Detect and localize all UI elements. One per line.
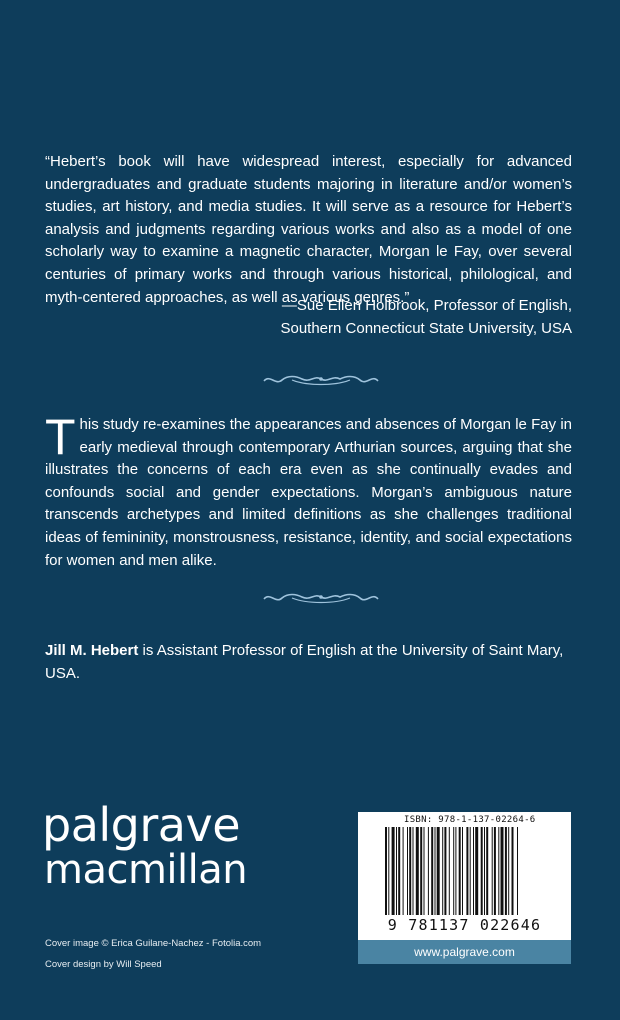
logo-line-1: palgrave (42, 798, 240, 852)
isbn-text: ISBN: 978-1-137-02264-6 (404, 815, 536, 825)
description-text: his study re-examines the appearances and absences of Morgan le Fay in early medieval through contemporary Arthurian sources, arguing that she illustrates the concerns of each era even as she continually evades and confounds social and gender expectations. Morgan’s ambiguous nature transcends archetypes and limited definitions as she challenges traditional ideas of femininity, monstrousness, resistance, identity, and social expectations for women and men alike. (45, 416, 572, 569)
barcode-panel (358, 812, 571, 964)
publisher-url: www.palgrave.com (358, 940, 571, 964)
author-bio (45, 640, 572, 685)
cover-design-credit: Cover design by Will Speed (45, 959, 162, 970)
book-description (45, 409, 572, 572)
author-bio-text: is Assistant Professor of English at the University of Saint Mary, USA. (45, 642, 564, 682)
attribution-line-1: —Sue Ellen Holbrook, Professor of English, (281, 297, 572, 314)
endorsement-attribution (45, 295, 572, 340)
logo-line-2: macmillan (44, 847, 248, 893)
author-name: Jill M. Hebert (45, 642, 139, 659)
endorsement-quote: “Hebert’s book will have widespread interest, especially for advanced undergraduates and graduate students majoring in literature and/or women’s studies, art history, and media studies. It will serve as a resource for Hebert’s analysis and judgments regarding various works and also as a model of one scholarly way to examine a magnetic character, Morgan le Fay, over several centuries of primary works and through various historical, philological, and myth-centered approaches, as well as various genres.” (45, 153, 572, 306)
publisher-logo (42, 798, 248, 893)
attribution-line-2: Southern Connecticut State University, USA (280, 319, 572, 337)
ornament-divider-icon (262, 590, 380, 606)
barcode-digits: 9 781137 022646 (387, 916, 542, 934)
cover-credits (45, 933, 261, 975)
barcode-icon (385, 827, 555, 925)
drop-cap: T (45, 409, 76, 465)
ornament-divider-icon (262, 372, 380, 388)
cover-image-credit: Cover image © Erica Guilane-Nachez - Fotolia.com (45, 938, 262, 949)
